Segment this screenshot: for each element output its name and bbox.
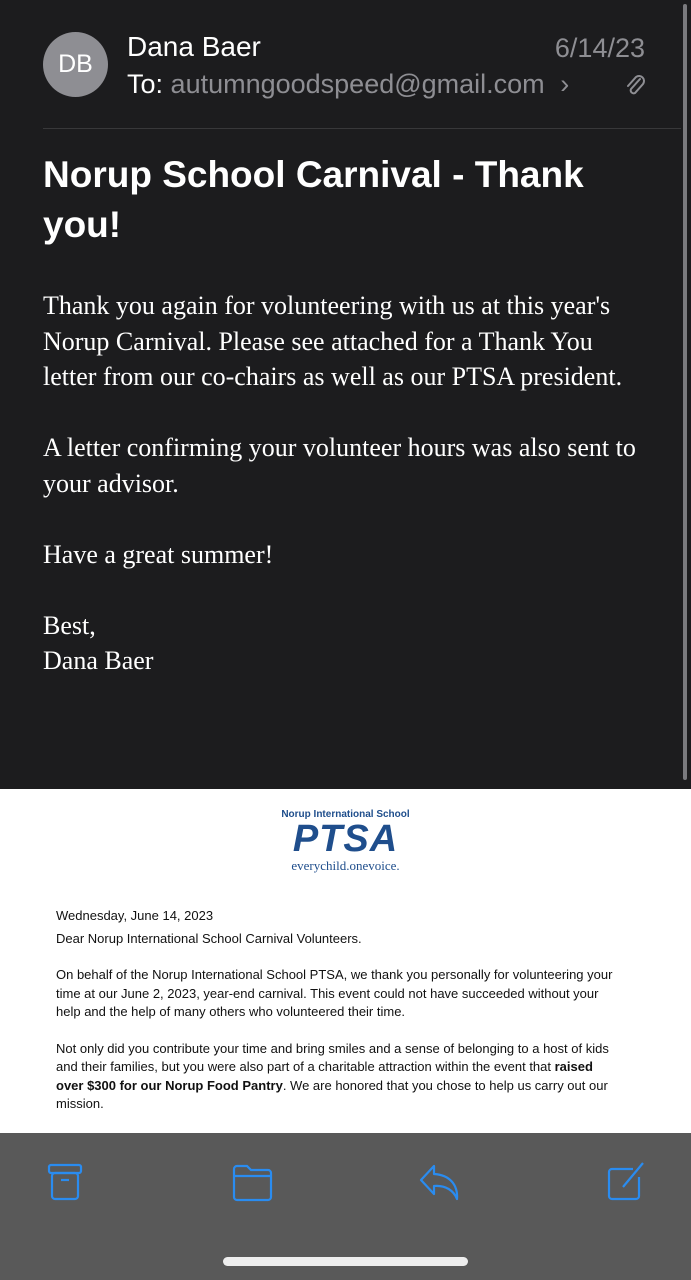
letter-greeting: Dear Norup International School Carnival Volunteers.: [56, 930, 362, 946]
body-paragraph: Thank you again for volunteering with us at this year's Norup Carnival. Please see attached for a Thank You letter from our co-chairs as well as our PTSA president.: [43, 291, 623, 391]
signature: Dana Baer: [43, 646, 154, 675]
logo-tagline: everychild.onevoice.: [291, 858, 400, 873]
compose-icon[interactable]: [605, 1161, 647, 1203]
scrollbar[interactable]: [683, 4, 687, 780]
recipient-address[interactable]: autumngoodspeed@gmail.com: [170, 69, 545, 99]
reply-icon[interactable]: [418, 1161, 460, 1203]
folder-icon[interactable]: [231, 1161, 273, 1203]
bold-text: raised over $300 for our Norup Food Pantry: [56, 1059, 593, 1093]
logo-ptsa: PTSA: [292, 818, 399, 860]
avatar[interactable]: DB: [43, 32, 108, 97]
letter-paragraph: [56, 1040, 616, 1114]
paperclip-icon: [623, 72, 647, 103]
ptsa-logo: [0, 809, 691, 874]
to-label: To:: [127, 69, 164, 99]
chevron-right-icon[interactable]: ›: [560, 69, 570, 99]
recipient-line[interactable]: [127, 69, 569, 100]
header-divider: [43, 128, 681, 129]
body-paragraph: Have a great summer!: [43, 539, 274, 569]
home-indicator[interactable]: [223, 1257, 468, 1266]
email-date: 6/14/23: [554, 33, 645, 63]
body-paragraph: A letter confirming your volunteer hours was also sent to your advisor.: [43, 433, 636, 498]
email-subject: Norup School Carnival - Thank you!: [43, 154, 584, 245]
archive-icon[interactable]: [45, 1161, 87, 1203]
text: Not only did you contribute your time and bring smiles and a sense of belonging to a host of kids and their families, but you were also part of a charitable attraction within the event that: [56, 1040, 609, 1074]
logo-school: Norup International School: [281, 809, 410, 820]
closing: Best,: [43, 610, 96, 640]
letter-text: [56, 907, 616, 1132]
text: . We are honored that you chose to help us carry out our mission.: [56, 1077, 608, 1111]
email-header: [0, 0, 691, 130]
letter-date: Wednesday, June 14, 2023: [56, 908, 214, 923]
letter-paragraph: On behalf of the Norup International School PTSA, we thank you personally for volunteering your time at our June 2, 2023, year-end carnival. This event could not have succeeded without your help and the help of many others who volunteered their time.: [56, 967, 613, 1019]
attachment-preview[interactable]: [0, 789, 691, 1133]
email-body: [43, 288, 643, 679]
sender-name[interactable]: Dana Baer: [127, 31, 261, 62]
